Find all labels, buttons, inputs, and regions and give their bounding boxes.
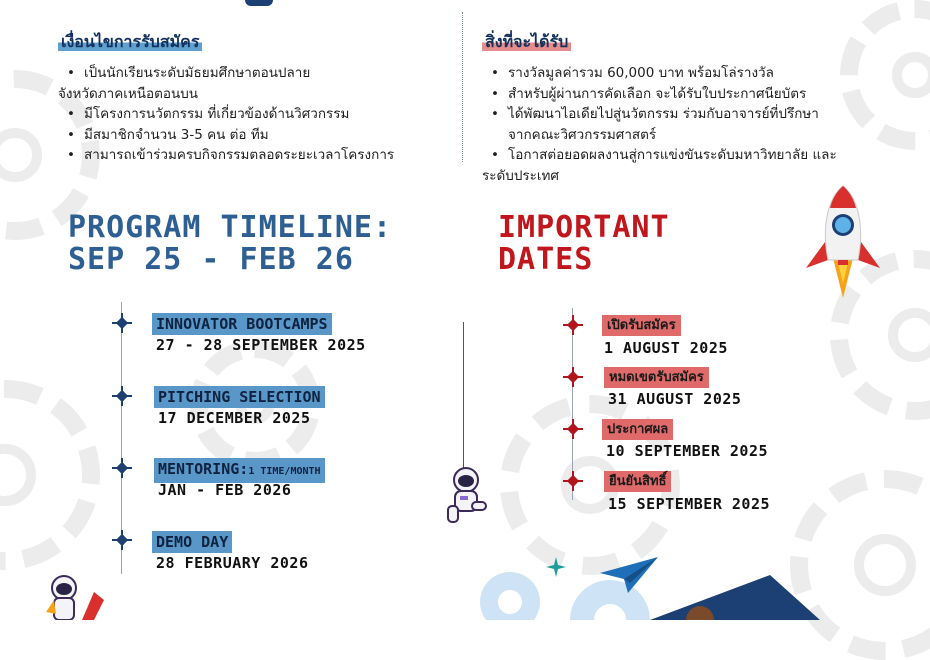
dates-item-label: หมดเขตรับสมัคร	[604, 367, 709, 388]
timeline-heading-line1: PROGRAM TIMELINE:	[68, 210, 393, 245]
dates-star-icon	[563, 315, 583, 335]
dates-heading-line2: DATES	[498, 242, 594, 277]
top-heading-fragment	[245, 0, 273, 6]
benefits-item-cont: ระดับประเทศ	[482, 167, 559, 184]
timeline-star-icon	[112, 530, 132, 550]
dates-item-date: 15 SEPTEMBER 2025	[608, 495, 771, 513]
timeline-star-icon	[112, 386, 132, 406]
eligibility-list-2	[58, 104, 458, 166]
eligibility-item: • เป็นนักเรียนระดับมัธยมศึกษาตอนปลาย	[58, 63, 458, 84]
astronaut-rocket-icon	[42, 570, 112, 620]
benefits-item: • สำหรับผู้ผ่านการคัดเลือก จะได้รับใบประกาศนียบัตร	[482, 84, 912, 105]
eligibility-item: • มีสมาชิกจำนวน 3-5 คน ต่อ ทีม	[58, 125, 458, 146]
dates-star-icon	[563, 367, 583, 387]
timeline-event-label-suffix: 1 TIME/MONTH	[248, 466, 321, 477]
dates-item-date: 1 AUGUST 2025	[604, 339, 728, 357]
benefits-item-cont: จากคณะวิศวกรรมศาสตร์	[508, 126, 657, 143]
benefits-section	[482, 30, 912, 186]
benefits-list-2	[482, 145, 912, 166]
dates-item-label: ประกาศผล	[602, 419, 673, 440]
timeline-event-date: JAN - FEB 2026	[158, 481, 292, 499]
timeline-event-label	[154, 458, 325, 483]
benefits-list	[482, 63, 912, 125]
timeline-event-label: INNOVATOR BOOTCAMPS	[152, 313, 332, 335]
eligibility-item: • มีโครงการนวัตกรรม ที่เกี่ยวข้องด้านวิศวกรรม	[58, 104, 458, 125]
benefits-title: สิ่งที่จะได้รับ	[482, 32, 571, 51]
gear-decoration-2	[0, 380, 100, 570]
dates-heading	[498, 212, 670, 276]
dates-star-icon	[563, 419, 583, 439]
rocket-icon	[798, 180, 888, 305]
timeline-event-date: 27 - 28 SEPTEMBER 2025	[156, 336, 366, 354]
timeline-heading	[68, 212, 392, 276]
gear-decoration-5	[790, 470, 930, 660]
dates-star-icon	[563, 471, 583, 491]
bottom-banner-shape	[650, 575, 820, 620]
eligibility-item-cont: จังหวัดภาคเหนือตอนบน	[58, 85, 199, 102]
astronaut-icon	[440, 466, 492, 528]
timeline-event-label: DEMO DAY	[152, 531, 232, 553]
section-divider	[462, 12, 463, 162]
timeline-star-icon	[112, 313, 132, 333]
eligibility-list	[58, 63, 458, 84]
eligibility-section	[58, 30, 458, 166]
benefits-item: • รางวัลมูลค่ารวม 60,000 บาท พร้อมโล่รางวัล	[482, 63, 912, 84]
timeline-event-label-main: MENTORING:	[158, 460, 249, 478]
benefits-item: • ได้พัฒนาไอเดียไปสู่นวัตกรรม ร่วมกับอาจารย์ที่ปรึกษา	[482, 104, 912, 125]
timeline-event-date: 28 FEBRUARY 2026	[156, 554, 309, 572]
dates-heading-line1: IMPORTANT	[498, 210, 670, 245]
astronaut-rope	[463, 322, 464, 472]
dates-item-date: 10 SEPTEMBER 2025	[606, 442, 769, 460]
dates-item-label: เปิดรับสมัคร	[602, 315, 681, 336]
benefits-item: • โอกาสต่อยอดผลงานสู่การแข่งขันระดับมหาวิทยาลัย และ	[482, 145, 912, 166]
timeline-star-icon	[112, 458, 132, 478]
timeline-event-date: 17 DECEMBER 2025	[158, 409, 311, 427]
dates-item-date: 31 AUGUST 2025	[608, 390, 742, 408]
timeline-heading-line2: SEP 25 - FEB 26	[68, 242, 354, 277]
timeline-event-label: PITCHING SELECTION	[154, 386, 325, 408]
eligibility-title: เงื่อนไขการรับสมัคร	[58, 32, 202, 51]
eligibility-item: • สามารถเข้าร่วมครบกิจกรรมตลอดระยะเวลาโครงการ	[58, 145, 458, 166]
dates-item-label: ยืนยันสิทธิ์	[604, 471, 671, 492]
